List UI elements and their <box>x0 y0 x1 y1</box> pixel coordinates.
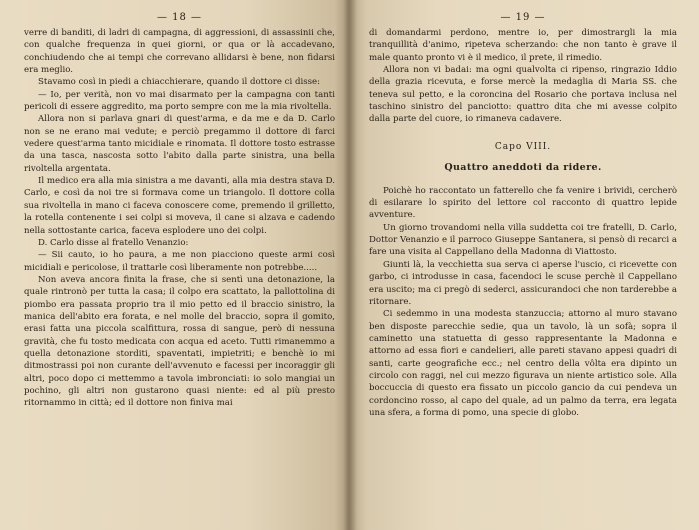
paragraph: Un giorno trovandomi nella villa suddetta coi tre fratelli, D. Carlo, Dottor Venanzio e il parroco Giuseppe Santanera, si pensò di recarci a fare una visita al Cappellano della Madonna di Viattosto. <box>369 222 677 258</box>
paragraph: Ci sedemmo in una modesta stanzuccia; attorno al muro stavano ben disposte parecchie sedie, qua un tavolo, là un sofà; sopra il caminetto una statuetta di gesso rappresentante la Madonna e attorno ad essa fiori e candelieri, alle pareti stavano appesi quadri di santi, carte geografiche ecc.; nel centro della vôlta era dipinto un circolo con raggi, nel cui mezzo figurava un niente artistico sole. Alla boccuccia di questo era fissato un piccolo gancio da cui pendeva un cordoncino rosso, al capo del quale, ad un palmo da terra, era legata una sfera, a forma di pomo, una specie di globo. <box>369 309 677 418</box>
paragraph: Il medico era alla mia sinistra a me davanti, alla mia destra stava D. Carlo, e così da noi tre si formava come un triangolo. Il dottore colla sua rivoltella in mano ci faceva conoscere come, premendo il grilletto, la rotella contenente i sei colpi si moveva, il cane si alzava e cadendo nella sottostante carica, faceva esplodere uno dei colpi. <box>24 176 335 236</box>
page-number: — 19 — <box>500 12 546 23</box>
paragraph: di domandarmi perdono, mentre io, per dimostrargli la mia tranquillità d'animo, ripeteva scherzando: che non tanto è grave il male quanto pronto vi è il medico, il prete, il rimedio. <box>369 28 677 63</box>
chapter-subtitle: Quattro aneddoti da ridere. <box>444 161 602 173</box>
chapter-heading: Capo VIII. <box>494 141 552 152</box>
left-page <box>0 0 349 530</box>
paragraph: Non aveva ancora finita la frase, che si sentì una detonazione, la quale rintronò per tutta la casa; il colpo era scattato, la pallottolina di piombo era passata proprio tra il mio petto ed il braccio sinistro, la manica dell'abito era forata, e nel molle del braccio, sopra il gomito, erasi fatta una piccola scalfittura, rossa di sangue, però di nessuna gravità, che fu tosto medicata con acqua ed aceto. Tutti rimanemmo a quella detonazione storditi, spaventati, impietriti; e benchè io mi ditmostrassi poi non curante dell'avvenuto e facessi per incoraggir gli altri, poco dopo ci mettemmo a tavola imbronciati: io solo mangiai un pochino, gli altri non gustarono quasi niente: ed al più presto ritornammo in città; ed il dottore non finiva mai <box>24 274 335 409</box>
paragraph: — Io, per verità, non vo mai disarmato per la campagna con tanti pericoli di essere aggredito, ma porto sempre con me la mia rivoltella. <box>24 89 335 113</box>
paragraph: verre di banditi, di ladri di campagna, di aggressioni, di assassinii che, con qualche frequenza in quei giorni, or qua or là accadevano, conchiudendo che ai tempi che correvano allidarsi è bene, non fidarsi era meglio. <box>24 28 335 76</box>
paragraph: Allora non vi badai: ma ogni qualvolta ci ripenso, ringrazio Iddio della grazia ricevuta, e forse mercè la medaglia di Maria SS. che teneva sul petto, e la coroncina del Rosario che portava inclusa nel taschino sinistro del panciotto: quattro dita che mi avesse colpito dalla parte del cuore, io rimaneva cadavere. <box>369 65 677 125</box>
page-number: — 18 — <box>156 12 203 23</box>
paragraph: — Sii cauto, io ho paura, a me non piacciono queste armi così micidiali e pericolose, il trattarle così liberamente non potrebbe..... <box>24 250 335 273</box>
paragraph: Giunti là, la vecchietta sua serva ci aperse l'uscio, ci ricevette con garbo, ci introdusse in casa, facendoci le scuse perchè il Cappellano era uscito; ma ci pregò di sederci, assicurandoci che non tarderebbe a ritornare. <box>369 259 677 307</box>
book-gutter <box>343 0 357 530</box>
paragraph: Stavamo così in piedi a chiacchierare, quando il dottore ci disse: <box>38 77 321 88</box>
paragraph: Allora non si parlava gnari di quest'arma, e da me e da D. Carlo non se ne erano mai vedute; e perciò pregammo il dottore di farci vedere quest'arma tanto micidiale e rinomata. Il dottore tosto estrasse da una tasca, nascosta sotto l'abito dalla parte sinistra, una bella rivoltella argentata. <box>24 114 335 174</box>
paragraph: Poichè ho raccontato un fatterello che fa venire i brividi, cercherò di esilarare lo spirito del lettore col racconto di quattro lepide avventure. <box>369 185 677 221</box>
paragraph: D. Carlo disse al fratello Venanzio: <box>38 237 189 248</box>
right-page <box>349 0 699 530</box>
